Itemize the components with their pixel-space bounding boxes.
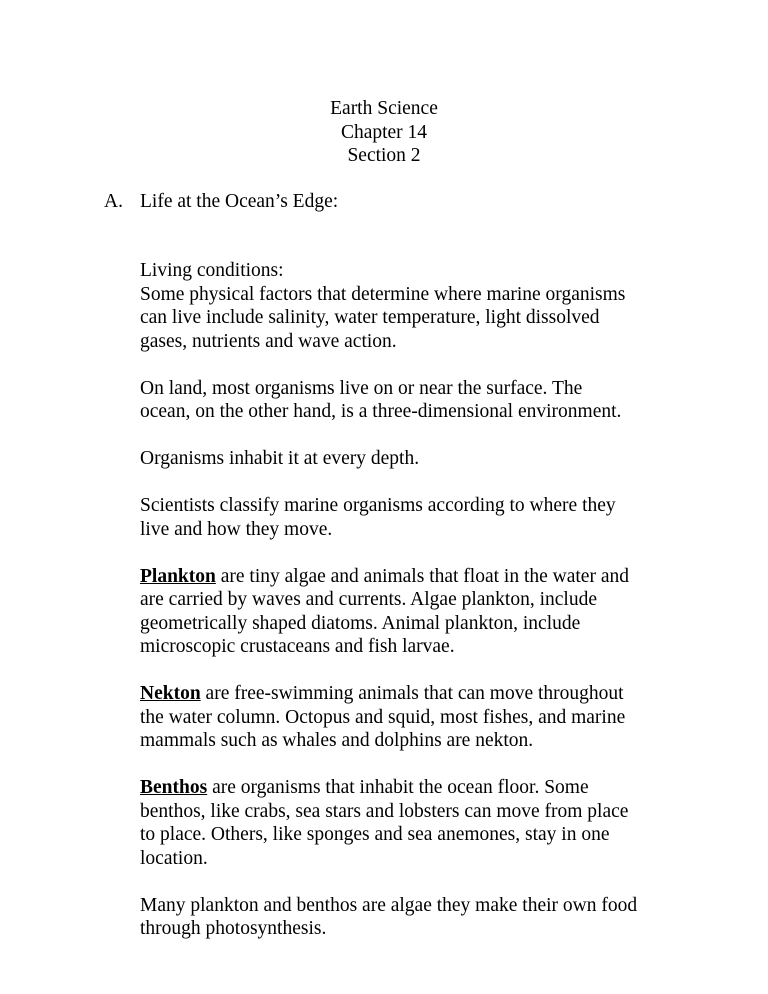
text-line: through photosynthesis. [140,918,327,939]
definition-start: are organisms that inhabit the ocean floor. Some [207,777,589,798]
text-line: Scientists classify marine organisms according to where they [140,495,616,516]
text-line: Organisms inhabit it at every depth. [140,448,420,469]
paragraph-living-conditions [140,259,700,353]
title-chapter: Chapter 14 [340,121,428,143]
paragraph-land [140,377,700,424]
paragraph-depth [140,447,700,471]
text-line: ocean, on the other hand, is a three-dimensional environment. [140,401,622,422]
text-line [140,565,700,589]
term-benthos: Benthos [140,777,208,798]
term-plankton: Plankton [140,565,216,587]
heading-text: Life at the Ocean’s Edge: [140,191,339,212]
text-line [140,682,700,706]
text-line: are carried by waves and currents. Algae plankton, include [140,589,597,610]
text-line: location. [140,847,208,869]
text-line: the water column. Octopus and squid, most fishes, and marine [140,706,626,728]
text-line: On land, most organisms live on or near the surface. The [140,377,583,399]
living-conditions-label: Living conditions: [140,260,284,281]
text-line: live and how they move. [140,518,333,540]
paragraph-photosynthesis [140,894,700,941]
list-marker: A. [104,191,123,212]
paragraph-plankton [140,565,700,659]
text-line: microscopic crustaceans and fish larvae. [140,636,455,657]
title-section: Section 2 [347,145,421,166]
document-title [0,97,768,168]
text-line: Many plankton and benthos are algae they make their own food [140,894,638,916]
term-nekton: Nekton [140,683,201,704]
definition-start: are tiny algae and animals that float in the water and [215,565,629,587]
title-subject: Earth Science [330,98,438,119]
text-line: gases, nutrients and wave action. [140,330,397,352]
paragraph-benthos [140,776,700,870]
text-line: geometrically shaped diatoms. Animal plankton, include [140,612,581,634]
paragraph-nekton [140,682,700,753]
text-line: can live include salinity, water temperature, light dissolved [140,307,600,328]
text-line: Some physical factors that determine where marine organisms [140,283,626,305]
section-heading [104,190,338,214]
definition-start: are free-swimming animals that can move throughout [200,683,624,704]
text-line [140,776,700,800]
paragraph-classify [140,494,700,541]
text-line: benthos, like crabs, sea stars and lobsters can move from place [140,800,629,822]
document-body [140,259,700,964]
text-line: mammals such as whales and dolphins are nekton. [140,730,534,751]
text-line: to place. Others, like sponges and sea anemones, stay in one [140,824,610,845]
